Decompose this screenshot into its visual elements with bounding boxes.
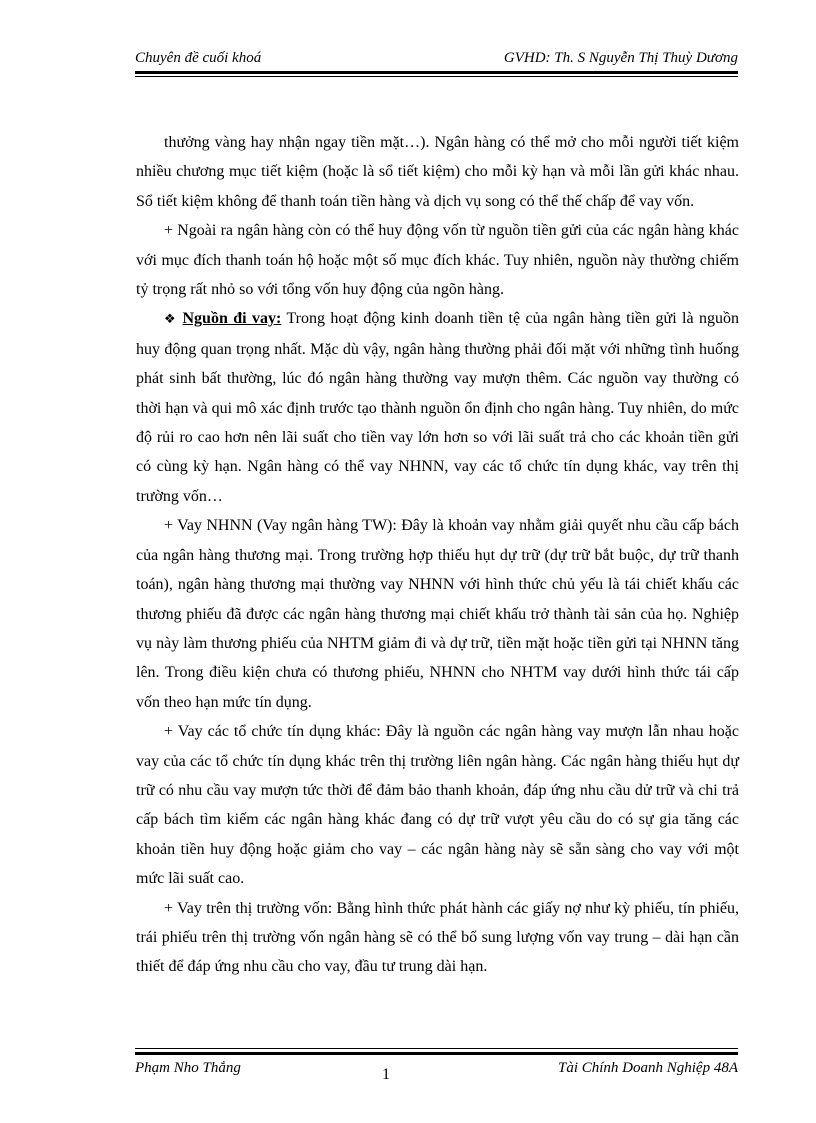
paragraph-credit-institution-loans: + Vay các tổ chức tín dụng khác: Đây là nguồn các ngân hàng vay mượn lẫn nhau hoặc vay của các tổ chức tín dụng khác trên thị trường liên ngân hàng. Các ngân hàng thiếu hụt dự trữ có nhu cầu vay mượn tức thời để đảm bảo thanh khoản, đáp ứng nhu cầu dử trữ và chi trả cấp bách tìm kiếm các ngân hàng khác đang có dự trữ vượt yêu cầu do có sự gia tăng các khoản tiền huy động hoặc giảm cho vay – các ngân hàng này sẽ sẵn sàng cho vay với một mức lãi suất cao. (136, 723, 739, 888)
paragraph-central-bank-loans: + Vay NHNN (Vay ngân hàng TW): Đây là khoản vay nhằm giải quyết nhu cầu cấp bách của ngân hàng thương mại. Trong trường hợp thiếu hụt dự trữ (dự trữ bắt buộc, dự trữ thanh toán), ngân hàng thương mại thường vay NHNN với hình thức chủ yếu là tái chiết khấu các thương phiếu đã được các ngân hàng thương mại chiết khấu trở thành tài sản của họ. Nghiệp vụ này làm thương phiếu của NHTM giảm đi và dự trữ, tiền mặt hoặc tiền gửi tại NHNN tăng lên. Trong điều kiện chưa có thương phiếu, NHNN cho NHTM vay dưới hình thức tái cấp vốn theo hạn mức tín dụng. (136, 517, 739, 711)
paragraph-interbank-deposits: + Ngoài ra ngân hàng còn có thể huy động vốn từ nguồn tiền gửi của các ngân hàng khác với mục đích thanh toán hộ hoặc một số mục đích khác. Tuy nhiên, nguồn này thường chiếm tỷ trọng rất nhỏ so với tổng vốn huy động của ngõn hàng. (136, 222, 739, 299)
section-lead-borrowed-sources: Nguồn đi vay: (182, 310, 282, 328)
header-rule-thick (135, 71, 738, 74)
page-number: 1 (382, 1066, 390, 1083)
footer-class: Tài Chính Doanh Nghiệp 48A (557, 1060, 738, 1076)
diamond-bullet-icon: ❖ (164, 312, 178, 328)
paragraph-savings-continued: thưởng vàng hay nhận ngay tiền mặt…). Ngân hàng có thể mở cho mỗi người tiết kiệm nhiều chương mục tiết kiệm (hoặc là sổ tiết kiệm) cho mỗi kỳ hạn và mỗi lần gửi khác nhau. Sổ tiết kiệm không để thanh toán tiền hàng và dịch vụ song có thể thế chấp để vay vốn. (136, 134, 739, 210)
paragraph-capital-market-loans: + Vay trên thị trường vốn: Bằng hình thức phát hành các giấy nợ như kỳ phiếu, tín phiếu, trái phiếu trên thị trường vốn ngân hàng sẽ có thể bổ sung lượng vốn vay trung – dài hạn cần thiết để đáp ứng nhu cầu cho vay, đầu tư trung dài hạn. (136, 899, 739, 976)
paragraph-borrowed-sources (136, 304, 739, 511)
page-header (135, 48, 738, 70)
paragraph-borrowed-sources-text: Trong hoạt động kinh doanh tiền tệ của ngân hàng tiền gửi là nguồn huy động quan trọng nhất. Mặc dù vậy, ngân hàng thường phải đối mặt với những tình huống phát sinh bất thường, lúc đó ngân hàng thường vay mượn thêm. Các nguồn vay thường có thời hạn và qui mô xác định trước tạo thành nguồn ổn định cho ngân hàng. Tuy nhiên, do mức độ rủi ro cao hơn nên lãi suất cho tiền vay lớn hơn so với lãi suất trả cho các khoản tiền gửi có cùng kỳ hạn. Ngân hàng có thể vay NHNN, vay các tổ chức tín dụng khác, vay trên thị trường vốn… (136, 310, 740, 505)
document-body (136, 128, 739, 982)
footer-author: Phạm Nho Thắng (135, 1060, 241, 1076)
header-rule-thin (135, 76, 738, 77)
page-footer (135, 1048, 738, 1088)
footer-rule-thick (135, 1052, 738, 1055)
header-course-title: Chuyên đề cuối khoá (135, 50, 262, 66)
footer-rule-thin (135, 1048, 738, 1049)
header-supervisor: GVHD: Th. S Nguyễn Thị Thuỳ Dương (503, 50, 738, 66)
